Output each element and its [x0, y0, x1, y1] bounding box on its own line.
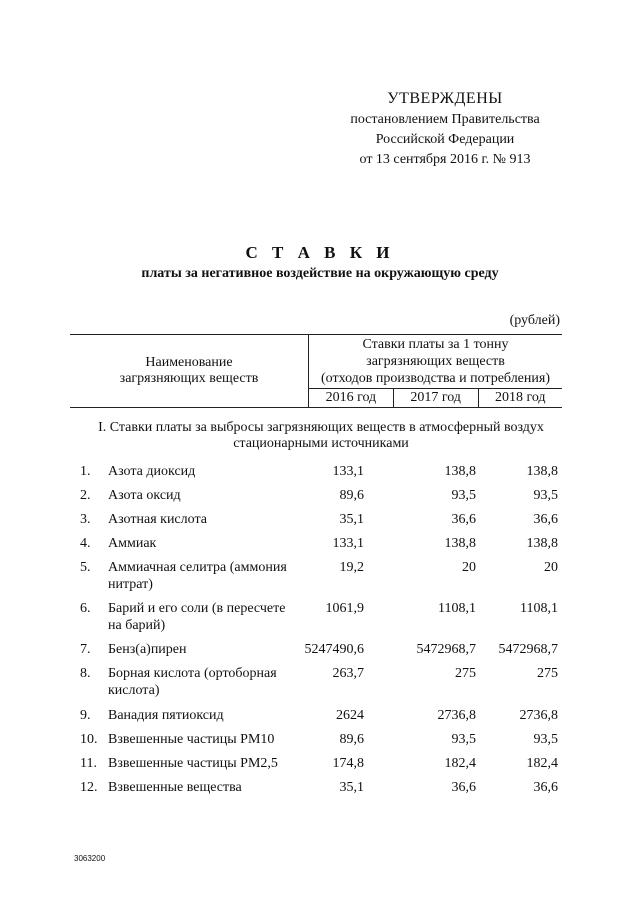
header-year-2017: 2017 год [393, 389, 478, 408]
row-value-2017: 36,6 [451, 512, 476, 527]
document-code: 3063200 [74, 854, 106, 863]
row-value-2016: 174,8 [332, 756, 364, 771]
row-name: Бенз(а)пирен [108, 642, 187, 657]
row-name: Азотная кислота [108, 512, 207, 527]
row-value-2017: 138,8 [444, 536, 476, 551]
row-value-2016: 2624 [336, 708, 364, 723]
row-number: 12. [80, 780, 98, 795]
row-value-2018: 36,6 [533, 780, 558, 795]
row-number: 3. [80, 512, 91, 527]
row-value-2018: 5472968,7 [498, 642, 558, 657]
row-value-2017: 36,6 [451, 780, 476, 795]
row-value-2018: 93,5 [533, 732, 558, 747]
row-number: 8. [80, 666, 91, 681]
row-value-2018: 2736,8 [519, 708, 558, 723]
row-name: Барий и его соли (в пересчете на барий) [108, 601, 286, 633]
row-name: Азота диоксид [108, 464, 196, 479]
row-value-2016: 89,6 [339, 732, 364, 747]
section-title [72, 420, 570, 452]
row-value-2018: 138,8 [526, 464, 558, 479]
row-value-2016: 1061,9 [325, 601, 364, 616]
approval-line: от 13 сентября 2016 г. № 913 [359, 152, 531, 167]
row-value-2018: 275 [537, 666, 558, 681]
row-name: Взвешенные частицы РМ10 [108, 732, 275, 747]
header-year-2018: 2018 год [478, 389, 562, 408]
header-rates-line: загрязняющих веществ [366, 354, 505, 369]
approval-block [330, 88, 560, 170]
row-name: Взвешенные частицы РМ2,5 [108, 756, 278, 771]
row-value-2018: 20 [544, 560, 558, 575]
header-rates-line: (отходов производства и потребления) [321, 371, 550, 386]
section-title-line: стационарными источниками [233, 436, 409, 451]
document-title: С Т А В К И [245, 243, 395, 262]
row-number: 2. [80, 488, 91, 503]
header-rates-cell [309, 335, 563, 389]
header-rates-line: Ставки платы за 1 тонну [362, 337, 509, 352]
row-name: Взвешенные вещества [108, 780, 242, 795]
row-value-2017: 138,8 [444, 464, 476, 479]
table-header [70, 334, 562, 408]
row-value-2016: 19,2 [339, 560, 364, 575]
row-value-2016: 263,7 [332, 666, 364, 681]
row-value-2018: 1108,1 [520, 601, 558, 616]
row-value-2018: 93,5 [533, 488, 558, 503]
header-name-cell [70, 335, 309, 408]
row-number: 10. [80, 732, 98, 747]
row-number: 11. [80, 756, 97, 771]
row-name: Аммиак [108, 536, 157, 551]
row-name: Борная кислота (ортоборная кислота) [108, 666, 277, 698]
row-value-2018: 36,6 [533, 512, 558, 527]
header-name-line: загрязняющих веществ [119, 371, 259, 386]
row-name: Аммиачная селитра (аммония нитрат) [108, 560, 287, 592]
unit-label: (рублей) [509, 313, 560, 328]
approval-heading: УТВЕРЖДЕНЫ [387, 90, 503, 107]
row-number: 9. [80, 708, 91, 723]
row-value-2017: 1108,1 [438, 601, 476, 616]
header-name-line: Наименование [145, 355, 233, 370]
row-number: 6. [80, 601, 91, 616]
section-title-line: I. Ставки платы за выбросы загрязняющих веществ в атмосферный воздух [98, 420, 544, 435]
row-number: 1. [80, 464, 91, 479]
row-value-2017: 5472968,7 [416, 642, 476, 657]
row-value-2016: 133,1 [332, 464, 364, 479]
row-value-2017: 93,5 [451, 488, 476, 503]
row-value-2018: 138,8 [526, 536, 558, 551]
header-year-2016: 2016 год [309, 389, 394, 408]
row-value-2017: 20 [462, 560, 476, 575]
row-number: 7. [80, 642, 91, 657]
document-subtitle: платы за негативное воздействие на окружающую среду [141, 266, 499, 281]
row-value-2017: 275 [455, 666, 476, 681]
row-value-2017: 182,4 [444, 756, 476, 771]
row-value-2016: 35,1 [339, 780, 364, 795]
row-value-2017: 2736,8 [437, 708, 476, 723]
approval-line: постановлением Правительства [350, 112, 540, 127]
row-name: Ванадия пятиоксид [108, 708, 224, 723]
row-value-2016: 5247490,6 [304, 642, 364, 657]
row-number: 5. [80, 560, 91, 575]
row-number: 4. [80, 536, 91, 551]
approval-line: Российской Федерации [375, 132, 515, 147]
row-value-2016: 89,6 [339, 488, 364, 503]
row-value-2016: 35,1 [339, 512, 364, 527]
row-name: Азота оксид [108, 488, 181, 503]
row-value-2017: 93,5 [451, 732, 476, 747]
row-value-2016: 133,1 [332, 536, 364, 551]
row-value-2018: 182,4 [526, 756, 558, 771]
